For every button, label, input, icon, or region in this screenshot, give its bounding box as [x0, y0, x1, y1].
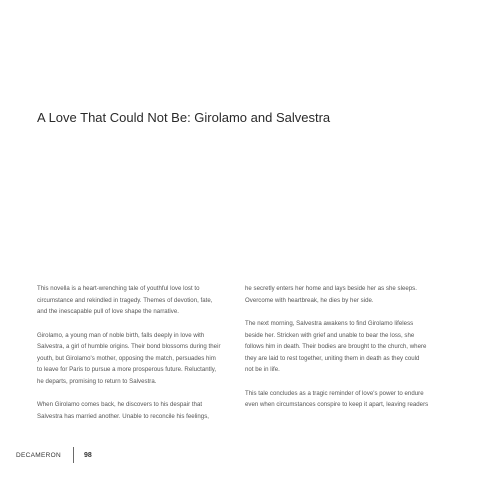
text-line: and the inescapable pull of love shape the narrative. [37, 308, 179, 315]
paragraph [245, 283, 460, 306]
paragraph [37, 399, 252, 422]
text-line: he departs, promising to return to Salvestra. [37, 377, 157, 385]
page-number: 98 [83, 451, 92, 459]
text-line: The next morning, Salvestra awakens to find Girolamo lifeless [245, 320, 414, 327]
paragraph [245, 388, 460, 411]
text-line: Overcome with heartbreak, he dies by her side. [245, 296, 374, 304]
paragraph [37, 330, 252, 388]
paragraph [37, 283, 252, 318]
text-line: not be in life. [245, 366, 280, 373]
text-line: When Girolamo comes back, he discovers to his despair that [37, 401, 203, 408]
page-footer [16, 446, 92, 464]
text-line: Salvestra, a girl of humble origins. Their bond blossoms during their [37, 343, 221, 350]
text-line: youth, but Girolamo's mother, opposing the match, persuades him [37, 354, 216, 362]
text-line: circumstance and rekindled in tragedy. Themes of devotion, fate, [37, 296, 213, 304]
text-line: follows him in death. Their bodies are brought to the church, where [245, 343, 427, 350]
text-line: This novella is a heart-wrenching tale of youthful love lost to [37, 285, 200, 292]
text-line: he secretly enters her home and lays beside her as she sleeps. [245, 285, 417, 292]
text-line: even when circumstances conspire to keep it apart, leaving readers [245, 401, 429, 408]
footer-divider [73, 447, 74, 463]
text-line: Salvestra has married another. Unable to reconcile his feelings, [37, 412, 209, 420]
text-line: This tale concludes as a tragic reminder of love's power to endure [245, 389, 424, 397]
paragraph [245, 318, 460, 376]
text-line: Girolamo, a young man of noble birth, falls deeply in love with [37, 331, 205, 339]
text-line: to leave for Paris to pursue a more prosperous future. Reluctantly, [37, 366, 217, 373]
text-line: they are laid to rest together, uniting them in death as they could [245, 354, 420, 362]
chapter-title: A Love That Could Not Be: Girolamo and Salvestra [37, 110, 331, 125]
text-line: beside her. Stricken with grief and unable to bear the loss, she [245, 331, 415, 339]
running-head: DECAMERON [16, 451, 61, 459]
right-text-column [245, 283, 460, 423]
left-text-column [37, 283, 252, 434]
